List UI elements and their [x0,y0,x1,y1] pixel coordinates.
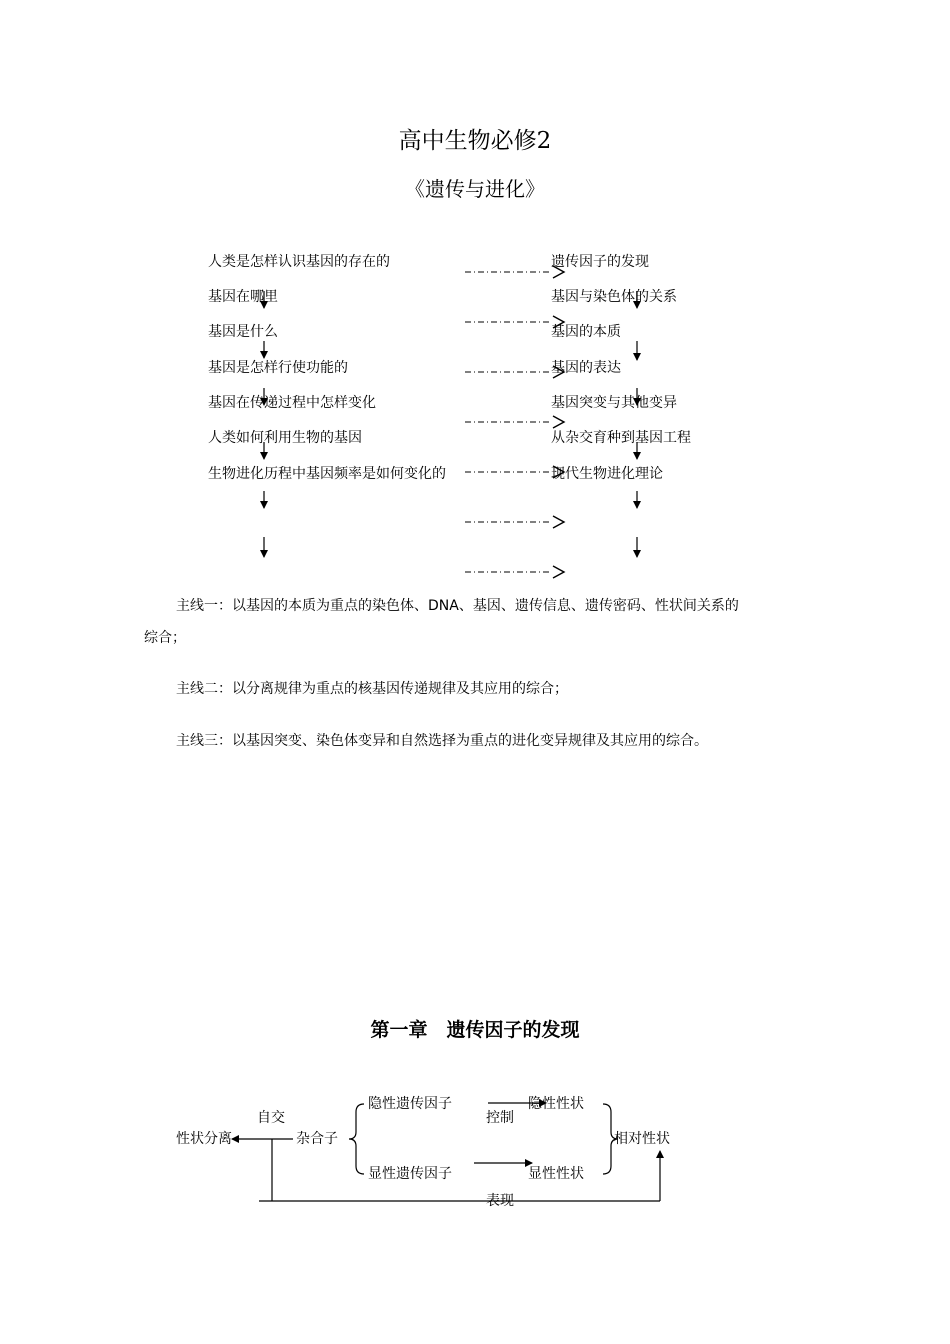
dominant-factor-label: 显性遗传因子 [368,1166,452,1182]
overview-right-item: 基因突变与其他变异 [551,395,677,411]
overview-left-item: 生物进化历程中基因频率是如何变化的 [208,466,446,482]
recessive-factor-label: 隐性遗传因子 [368,1096,452,1112]
overview-right-item: 遗传因子的发现 [551,254,649,270]
overview-left-item: 基因在传递过程中怎样变化 [208,395,376,411]
overview-right-item: 基因与染色体的关系 [551,289,677,305]
recessive-trait-label: 隐性性状 [528,1096,584,1112]
overview-right-item: 现代生物进化理论 [551,466,663,482]
self-cross-label: 自交 [257,1110,285,1126]
overview-left-item: 人类是怎样认识基因的存在的 [208,254,390,270]
trait-segregation-label: 性状分离 [176,1131,232,1147]
overview-right-item: 基因的表达 [551,360,621,376]
page-subtitle: 《遗传与进化》 [405,177,545,201]
chevron-right-icon [553,566,564,578]
overview-right-item: 从杂交育种到基因工程 [551,430,691,446]
heterozygote-label: 杂合子 [296,1131,338,1147]
control-label: 控制 [486,1110,514,1126]
expression-label: 表现 [486,1193,514,1209]
relative-traits-label: 相对性状 [614,1131,670,1147]
overview-left-item: 基因是怎样行使功能的 [208,360,348,376]
chevron-right-icon [553,516,564,528]
main-line-1: 主线一：以基因的本质为重点的染色体、DNA、基因、遗传信息、遗传密码、性状间关系的 [176,598,739,614]
dominant-trait-label: 显性性状 [528,1166,584,1182]
main-line-3: 主线三：以基因突变、染色体变异和自然选择为重点的进化变异规律及其应用的综合。 [176,733,708,749]
chapter-title: 第一章 遗传因子的发现 [370,1019,580,1041]
overview-left-item: 基因在哪里 [208,289,278,305]
overview-right-item: 基因的本质 [551,324,621,340]
main-line-2: 主线二：以分离规律为重点的核基因传递规律及其应用的综合； [176,681,568,697]
overview-left-item: 基因是什么 [208,324,278,340]
left-brace-icon [349,1104,364,1174]
main-line-1-continuation: 综合； [144,630,186,646]
page-title: 高中生物必修2 [398,128,552,154]
overview-left-item: 人类如何利用生物的基因 [208,430,362,446]
chevron-right-icon [553,416,564,428]
